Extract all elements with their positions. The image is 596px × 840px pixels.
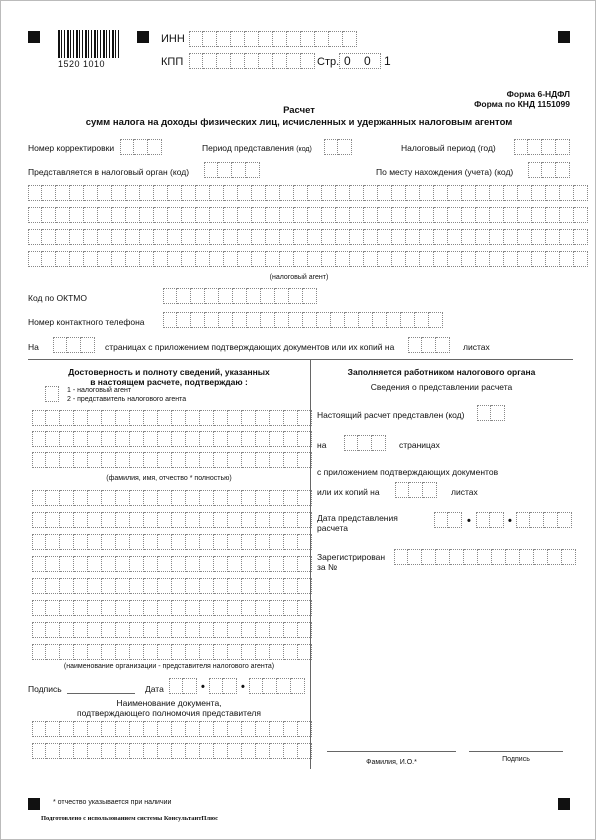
fio-row[interactable]	[32, 410, 312, 426]
right-pages-field[interactable]	[344, 435, 386, 451]
registered-line1: Зарегистрирован	[317, 552, 386, 562]
title-line1: Расчет	[283, 105, 315, 116]
confirm-line2: в настоящем расчете, подтверждаю :	[90, 377, 248, 387]
period-field[interactable]	[324, 139, 352, 155]
right-sheets-label: листах	[451, 487, 478, 497]
right-pages-label: страницах	[399, 440, 440, 450]
org-row[interactable]	[32, 512, 312, 528]
inn-field[interactable]	[189, 31, 357, 47]
right-date-year-field[interactable]	[516, 512, 572, 528]
oktmo-field[interactable]	[163, 288, 317, 304]
doc-line2: подтверждающего полномочия представителя	[77, 708, 261, 718]
pages-field[interactable]	[53, 337, 95, 353]
registration-number-field[interactable]	[394, 549, 576, 565]
fio-signature-line[interactable]	[327, 751, 456, 752]
corner-marker-top-left	[28, 31, 40, 43]
footnote: * отчество указывается при наличии	[53, 799, 172, 806]
location-label: По месту нахождения (учета) (код)	[376, 167, 514, 177]
location-field[interactable]	[528, 162, 570, 178]
option-1: 1 - налоговый агент	[67, 387, 132, 394]
barcode	[58, 30, 120, 58]
correction-number-label: Номер корректировки	[28, 143, 115, 153]
org-row[interactable]	[32, 600, 312, 616]
corner-marker-top	[137, 31, 149, 43]
doc-grid[interactable]	[32, 721, 312, 759]
signature-label: Подпись	[28, 684, 62, 694]
tax-period-field[interactable]	[514, 139, 570, 155]
right-date-day-field[interactable]	[434, 512, 462, 528]
date-year-field[interactable]	[249, 678, 305, 694]
org-row[interactable]	[32, 556, 312, 572]
barcode-number: 1520 1010	[58, 59, 106, 69]
corner-marker-top-right	[558, 31, 570, 43]
fio-row[interactable]	[32, 431, 312, 447]
org-row[interactable]	[32, 490, 312, 506]
on-pages-label: на	[317, 440, 327, 450]
fio-grid[interactable]	[32, 410, 312, 468]
page-label: Стр.	[317, 56, 340, 68]
phone-label: Номер контактного телефона	[28, 317, 145, 327]
right-date-separator-2: •	[508, 515, 512, 527]
phone-field[interactable]	[163, 312, 443, 328]
sheets-label: листах	[463, 342, 490, 352]
tax-agent-row[interactable]	[28, 251, 588, 267]
date-submitted-line2: расчета	[317, 523, 349, 533]
copies-on-label: или их копий на	[317, 487, 380, 497]
prepared-note: Подготовлено с использованием системы КонсультантПлюс	[41, 815, 218, 822]
right-subheading: Сведения о представлении расчета	[370, 382, 513, 392]
date-label: Дата	[145, 684, 164, 694]
org-grid[interactable]	[32, 490, 312, 660]
org-caption: (наименование организации - представителя налогового агента)	[63, 663, 275, 670]
tax-period-label: Налоговый период (год)	[401, 143, 496, 153]
date-month-field[interactable]	[209, 678, 237, 694]
correction-number-field[interactable]	[120, 139, 162, 155]
submitted-code-label: Настоящий расчет представлен (код)	[317, 410, 465, 420]
page-number-field[interactable]	[339, 53, 396, 69]
tax-agent-row[interactable]	[28, 229, 588, 245]
period-label: Период представления (код)	[202, 143, 312, 153]
right-sheets-field[interactable]	[395, 482, 437, 498]
registered-line2: за №	[317, 562, 338, 572]
right-date-separator-1: •	[467, 515, 471, 527]
confirm-type-field[interactable]	[45, 386, 59, 402]
doc-line1: Наименование документа,	[116, 698, 222, 708]
title-line2: сумм налога на доходы физических лиц, исчисленных и удержанных налоговым агентом	[85, 117, 513, 128]
inn-label: ИНН	[161, 33, 185, 45]
pages-text: страницах с приложением подтверждающих документов или их копий на	[105, 342, 395, 352]
tax-authority-field[interactable]	[204, 162, 260, 178]
sheets-field[interactable]	[408, 337, 450, 353]
corner-marker-bottom-left	[28, 798, 40, 810]
with-docs-label: с приложением подтверждающих документов	[317, 467, 499, 477]
right-signature-label: Подпись	[502, 756, 530, 763]
option-2: 2 - представитель налогового агента	[67, 396, 187, 403]
form-knd: Форма по КНД 1151099	[474, 99, 570, 109]
tax-agent-row[interactable]	[28, 207, 588, 223]
fio-caption: (фамилия, имя, отчество * полностью)	[106, 475, 232, 482]
submitted-code-field[interactable]	[477, 405, 505, 421]
date-day-field[interactable]	[169, 678, 197, 694]
horizontal-divider	[28, 359, 573, 360]
form-name: Форма 6-НДФЛ	[506, 89, 570, 99]
tax-agent-row[interactable]	[28, 185, 588, 201]
page-number: 0 0 1	[344, 54, 396, 68]
org-row[interactable]	[32, 578, 312, 594]
signature-line[interactable]	[67, 693, 135, 694]
tax-authority-label: Представляется в налоговый орган (код)	[28, 167, 190, 177]
on-label: На	[28, 342, 39, 352]
tax-agent-caption: (налоговый агент)	[269, 274, 329, 281]
doc-row[interactable]	[32, 721, 312, 737]
right-heading: Заполняется работником налогового органа	[347, 367, 536, 377]
fio-row[interactable]	[32, 452, 312, 468]
kpp-label: КПП	[161, 56, 184, 68]
org-row[interactable]	[32, 622, 312, 638]
tax-agent-grid[interactable]	[28, 185, 588, 267]
date-separator-1: •	[201, 681, 205, 693]
org-row[interactable]	[32, 534, 312, 550]
doc-row[interactable]	[32, 743, 312, 759]
oktmo-label: Код по ОКТМО	[28, 293, 87, 303]
date-separator-2: •	[241, 681, 245, 693]
right-date-month-field[interactable]	[476, 512, 504, 528]
corner-marker-bottom-right	[558, 798, 570, 810]
org-row[interactable]	[32, 644, 312, 660]
date-submitted-line1: Дата представления	[317, 513, 398, 523]
fio-sig-label: Фамилия, И.О.*	[366, 759, 417, 766]
confirm-line1: Достоверность и полноту сведений, указанных	[68, 367, 270, 377]
right-signature-line[interactable]	[469, 751, 563, 752]
kpp-field[interactable]	[189, 53, 315, 69]
